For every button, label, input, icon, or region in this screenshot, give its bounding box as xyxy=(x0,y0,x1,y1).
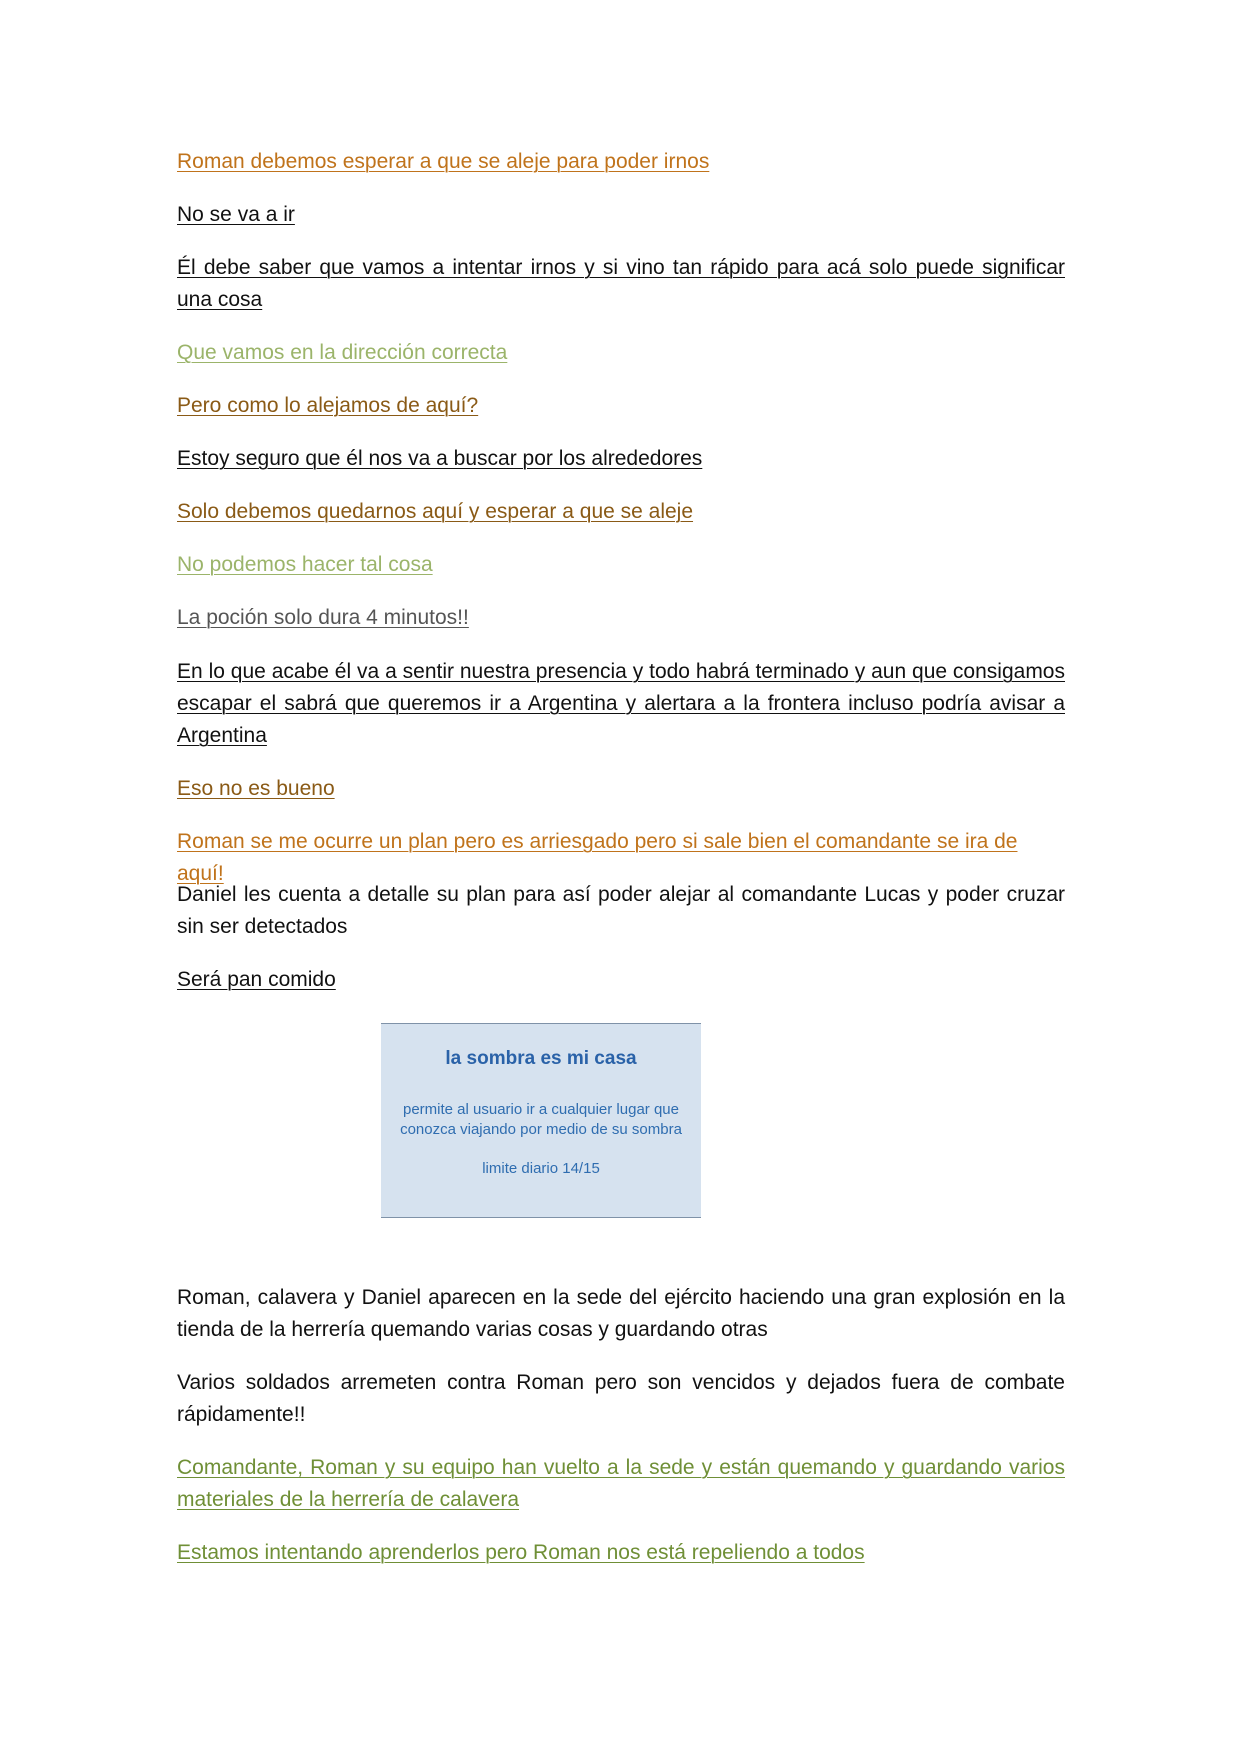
dialogue-line: Estoy seguro que él nos va a buscar por los alrededores xyxy=(177,447,703,470)
dialogue-line: Eso no es bueno xyxy=(177,777,335,800)
dialogue-line: Comandante, Roman y su equipo han vuelto a la sede y están quemando y guardando varios materiales de la herrería de calavera xyxy=(177,1456,1065,1511)
narration-line: Daniel les cuenta a detalle su plan para así poder alejar al comandante Lucas y poder cruzar sin ser detectados xyxy=(177,883,1065,938)
dialogue-line: Será pan comido xyxy=(177,968,336,991)
dialogue-line: Roman se me ocurre un plan pero es arriesgado pero si sale bien el comandante se ira de aquí! xyxy=(177,830,1018,885)
ability-title: la sombra es mi casa xyxy=(445,1048,637,1069)
dialogue-line: Estamos intentando aprenderlos pero Roman nos está repeliendo a todos xyxy=(177,1541,865,1564)
dialogue-line: Roman debemos esperar a que se aleje para poder irnos xyxy=(177,150,710,173)
narration-line: Roman, calavera y Daniel aparecen en la sede del ejército haciendo una gran explosión en la tienda de la herrería quemando varias cosas y guardando otras xyxy=(177,1286,1065,1341)
ability-card xyxy=(381,1023,701,1218)
dialogue-line: Solo debemos quedarnos aquí y esperar a que se aleje xyxy=(177,500,694,523)
dialogue-line: La poción solo dura 4 minutos!! xyxy=(177,606,469,629)
dialogue-line: Que vamos en la dirección correcta xyxy=(177,341,508,364)
narration-line: Varios soldados arremeten contra Roman pero son vencidos y dejados fuera de combate rápidamente!! xyxy=(177,1371,1065,1426)
dialogue-line: Él debe saber que vamos a intentar irnos y si vino tan rápido para acá solo puede significar una cosa xyxy=(177,256,1065,311)
dialogue-line: No se va a ir xyxy=(177,203,295,226)
ability-description: permite al usuario ir a cualquier lugar que conozca viajando por medio de su sombra xyxy=(400,1101,682,1138)
dialogue-line: En lo que acabe él va a sentir nuestra presencia y todo habrá terminado y aun que consigamos escapar el sabrá que queremos ir a Argentina y alertara a la frontera incluso podría avisar a Argentina xyxy=(177,660,1065,747)
dialogue-line: Pero como lo alejamos de aquí? xyxy=(177,394,479,417)
dialogue-line: No podemos hacer tal cosa xyxy=(177,553,433,576)
ability-limit: limite diario 14/15 xyxy=(482,1160,600,1177)
